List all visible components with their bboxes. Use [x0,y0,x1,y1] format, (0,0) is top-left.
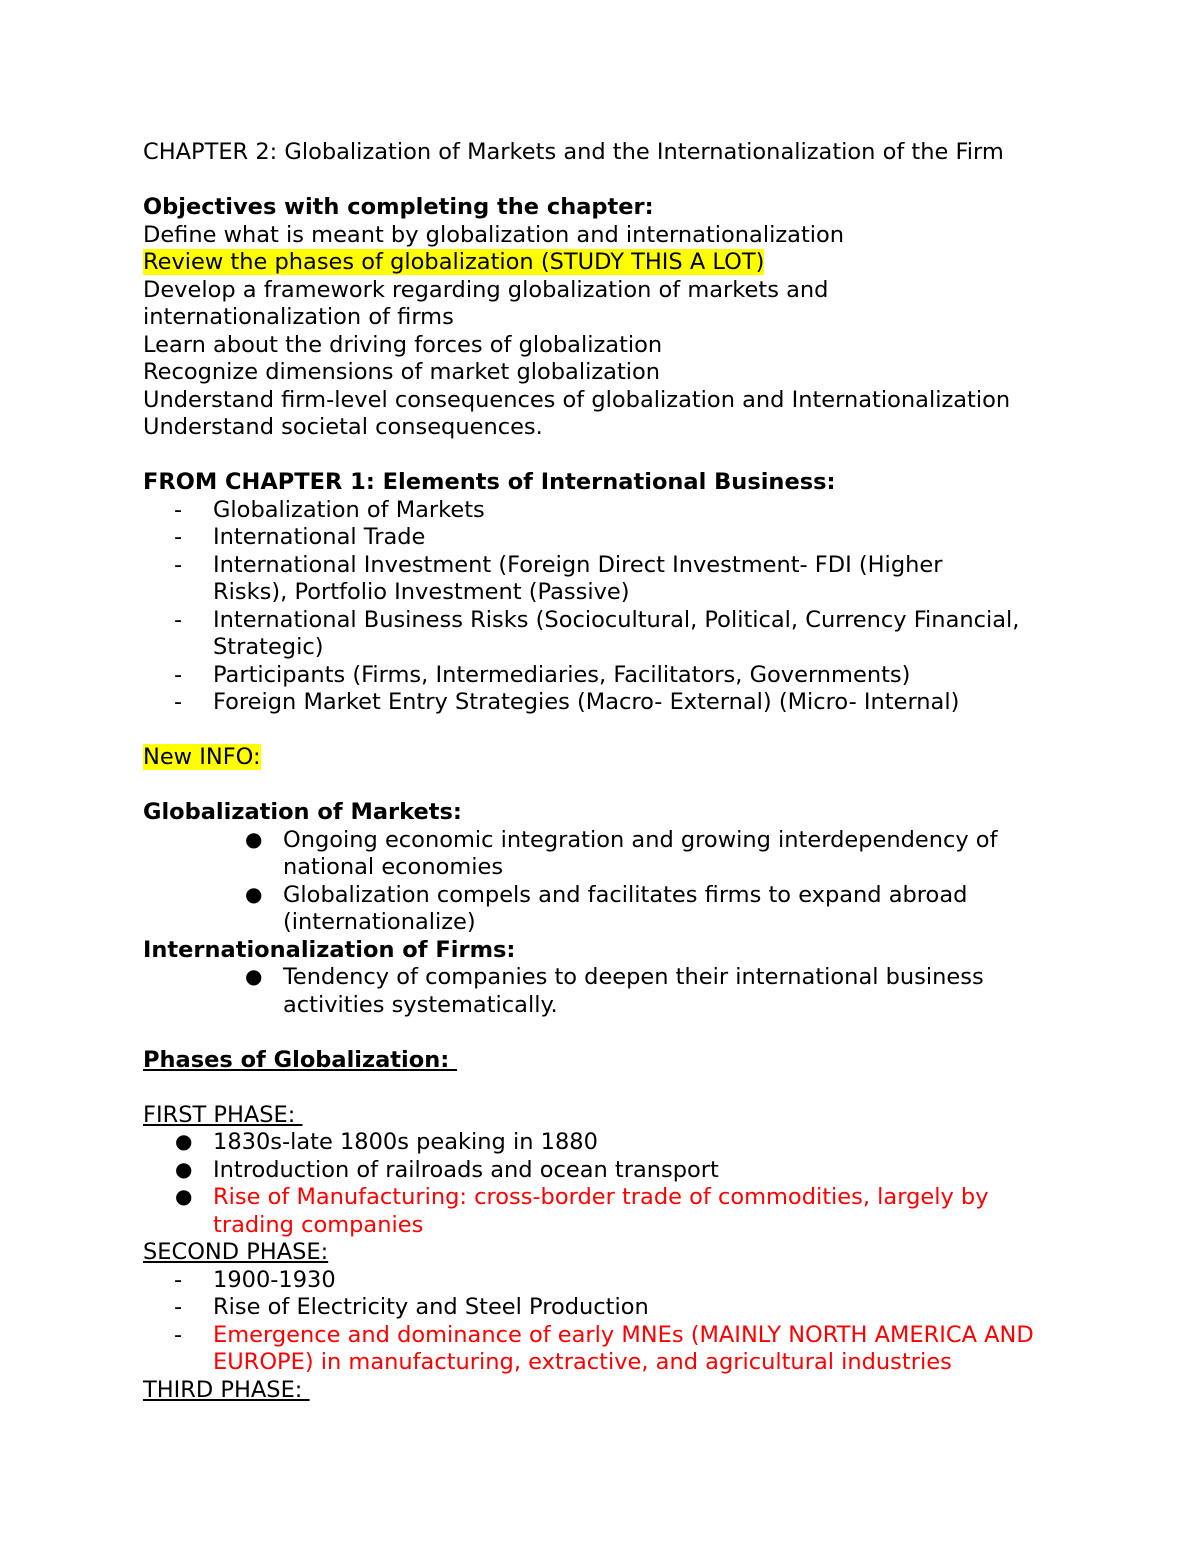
dash-marker: - [174,551,183,578]
dash-marker: - [174,661,183,688]
third-phase-label: THIRD PHASE: [143,1376,310,1403]
list-item: - 1900-1930 [174,1266,336,1293]
internationalization-firms-heading: Internationalization of Firms: [143,936,516,963]
objectives-heading: Objectives with completing the chapter: [143,194,654,220]
list-item: - International Business Risks (Sociocultural, Political, Currency Financial, Strategic) [174,606,1020,660]
globalization-markets-heading: Globalization of Markets: [143,799,462,825]
list-item: ● Globalization compels and facilitates firms to expand abroad (internationalize) [245,881,968,935]
list-item-emphasis: ● Rise of Manufacturing: cross-border trade of commodities, largely by trading companies [175,1184,989,1238]
first-phase-label: FIRST PHASE: [143,1101,303,1128]
globalization-markets-list [143,827,1143,937]
list-item: ● Tendency of companies to deepen their international business activities systematically. [245,964,984,1018]
bullet-marker: ● [175,1156,193,1181]
dash-marker: - [174,1294,183,1320]
dash-marker: - [174,524,183,550]
second-phase-list [143,1267,1143,1377]
objective-item: internationalization of firms [143,304,454,330]
dash-marker: - [174,689,183,715]
dash-marker: - [174,496,183,523]
new-info-label: New INFO: [143,744,261,770]
list-item: - International Trade [174,524,426,550]
objective-item: Learn about the driving forces of globalization [143,331,663,358]
bullet-marker: ● [175,1129,193,1153]
list-item: - International Investment (Foreign Direct Investment- FDI (Higher Risks), Portfolio Investment (Passive) [174,551,943,605]
dash-marker: - [174,1266,183,1293]
bullet-marker: ● [245,826,263,851]
chapter1-list [143,497,1143,717]
objective-item-highlighted: Review the phases of globalization (STUDY THIS A LOT) [143,249,765,275]
dash-marker: - [174,1321,183,1348]
list-item: ● Ongoing economic integration and growing interdependency of national economies [245,826,998,880]
bullet-marker: ● [175,1184,193,1208]
bullet-marker: ● [245,881,263,906]
list-item: ● 1830s-late 1800s peaking in 1880 [175,1129,598,1155]
list-item: - Globalization of Markets [174,496,485,523]
first-phase-list [143,1129,1143,1239]
list-item: - Rise of Electricity and Steel Production [174,1294,649,1320]
internationalization-firms-list [143,964,1143,1019]
list-item: ● Introduction of railroads and ocean transport [175,1156,719,1183]
objective-item: Understand societal consequences. [143,414,543,440]
list-item: - Foreign Market Entry Strategies (Macro- External) (Micro- Internal) [174,689,960,715]
phases-heading: Phases of Globalization: [143,1046,458,1073]
list-item: - Participants (Firms, Intermediaries, Facilitators, Governments) [174,661,911,688]
chapter1-heading: FROM CHAPTER 1: Elements of International Business: [143,469,836,495]
dash-marker: - [174,606,183,633]
bullet-marker: ● [245,964,263,988]
objective-item: Understand firm-level consequences of globalization and Internationalization [143,386,1011,413]
chapter-title: CHAPTER 2: Globalization of Markets and the Internationalization of the Firm [143,139,1004,165]
second-phase-label: SECOND PHASE: [143,1239,329,1265]
objective-item: Develop a framework regarding globalization of markets and [143,276,829,303]
list-item-emphasis: - Emergence and dominance of early MNEs (MAINLY NORTH AMERICA AND EUROPE) in manufacturing, extractive, and agricultural industries [174,1321,1034,1375]
objective-item: Recognize dimensions of market globalization [143,359,661,385]
document-page [143,139,1143,1404]
objective-item: Define what is meant by globalization and internationalization [143,221,845,248]
